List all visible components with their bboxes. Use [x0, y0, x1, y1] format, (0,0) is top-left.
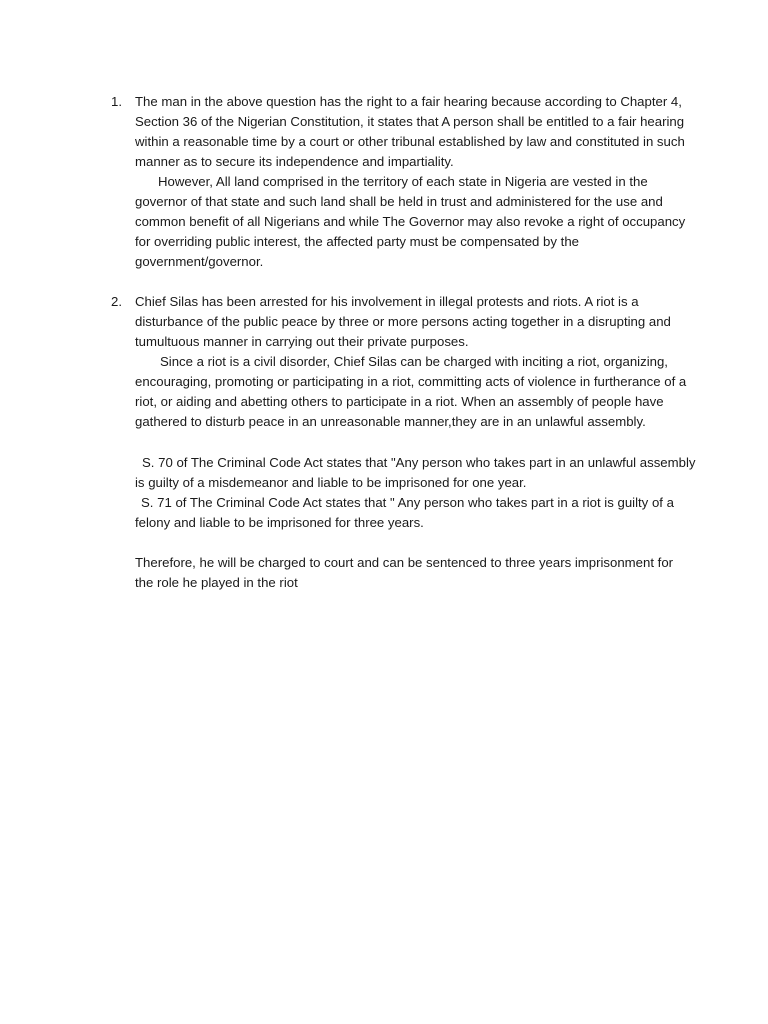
list-number: 2.: [111, 294, 122, 309]
text-line: gathered to disturb peace in an unreasonable manner,they are in an unlawful assembly.: [135, 414, 646, 429]
text-line: common benefit of all Nigerians and while The Governor may also revoke a right of occupancy: [135, 214, 686, 229]
text-line: government/governor.: [135, 254, 264, 269]
text-line: felony and liable to be imprisoned for three years.: [135, 515, 424, 530]
text-line: manner as to secure its independence and impartiality.: [135, 154, 454, 169]
list-number: 1.: [111, 94, 122, 109]
text-line: S. 70 of The Criminal Code Act states that "Any person who takes part in an unlawful assembly: [142, 455, 696, 470]
text-line: tumultuous manner in carrying out their private purposes.: [135, 334, 469, 349]
text-line: riot, or aiding and abetting others to participate in a riot. When an assembly of people have: [135, 394, 664, 409]
text-line: S. 71 of The Criminal Code Act states that " Any person who takes part in a riot is guilty of a: [141, 495, 674, 510]
text-line: is guilty of a misdemeanor and liable to be imprisoned for one year.: [135, 475, 527, 490]
text-line: Since a riot is a civil disorder, Chief Silas can be charged with inciting a riot, organizing,: [160, 354, 668, 369]
text-line: encouraging, promoting or participating in a riot, committing acts of violence in furtherance of a: [135, 374, 687, 389]
text-line: governor of that state and such land shall be held in trust and administered for the use and: [135, 194, 663, 209]
text-line: disturbance of the public peace by three or more persons acting together in a disrupting and: [135, 314, 671, 329]
text-line: The man in the above question has the right to a fair hearing because according to Chapter 4,: [135, 94, 682, 109]
text-line: within a reasonable time by a court or other tribunal established by law and constituted in such: [135, 134, 685, 149]
text-line: Section 36 of the Nigerian Constitution, it states that A person shall be entitled to a fair hearing: [135, 114, 685, 129]
text-line: for overriding public interest, the affected party must be compensated by the: [135, 234, 579, 249]
text-line: Therefore, he will be charged to court and can be sentenced to three years imprisonment for: [135, 555, 674, 570]
text-line: the role he played in the riot: [135, 575, 298, 590]
text-line: However, All land comprised in the territory of each state in Nigeria are vested in the: [158, 174, 648, 189]
text-line: Chief Silas has been arrested for his involvement in illegal protests and riots. A riot is a: [135, 294, 639, 309]
